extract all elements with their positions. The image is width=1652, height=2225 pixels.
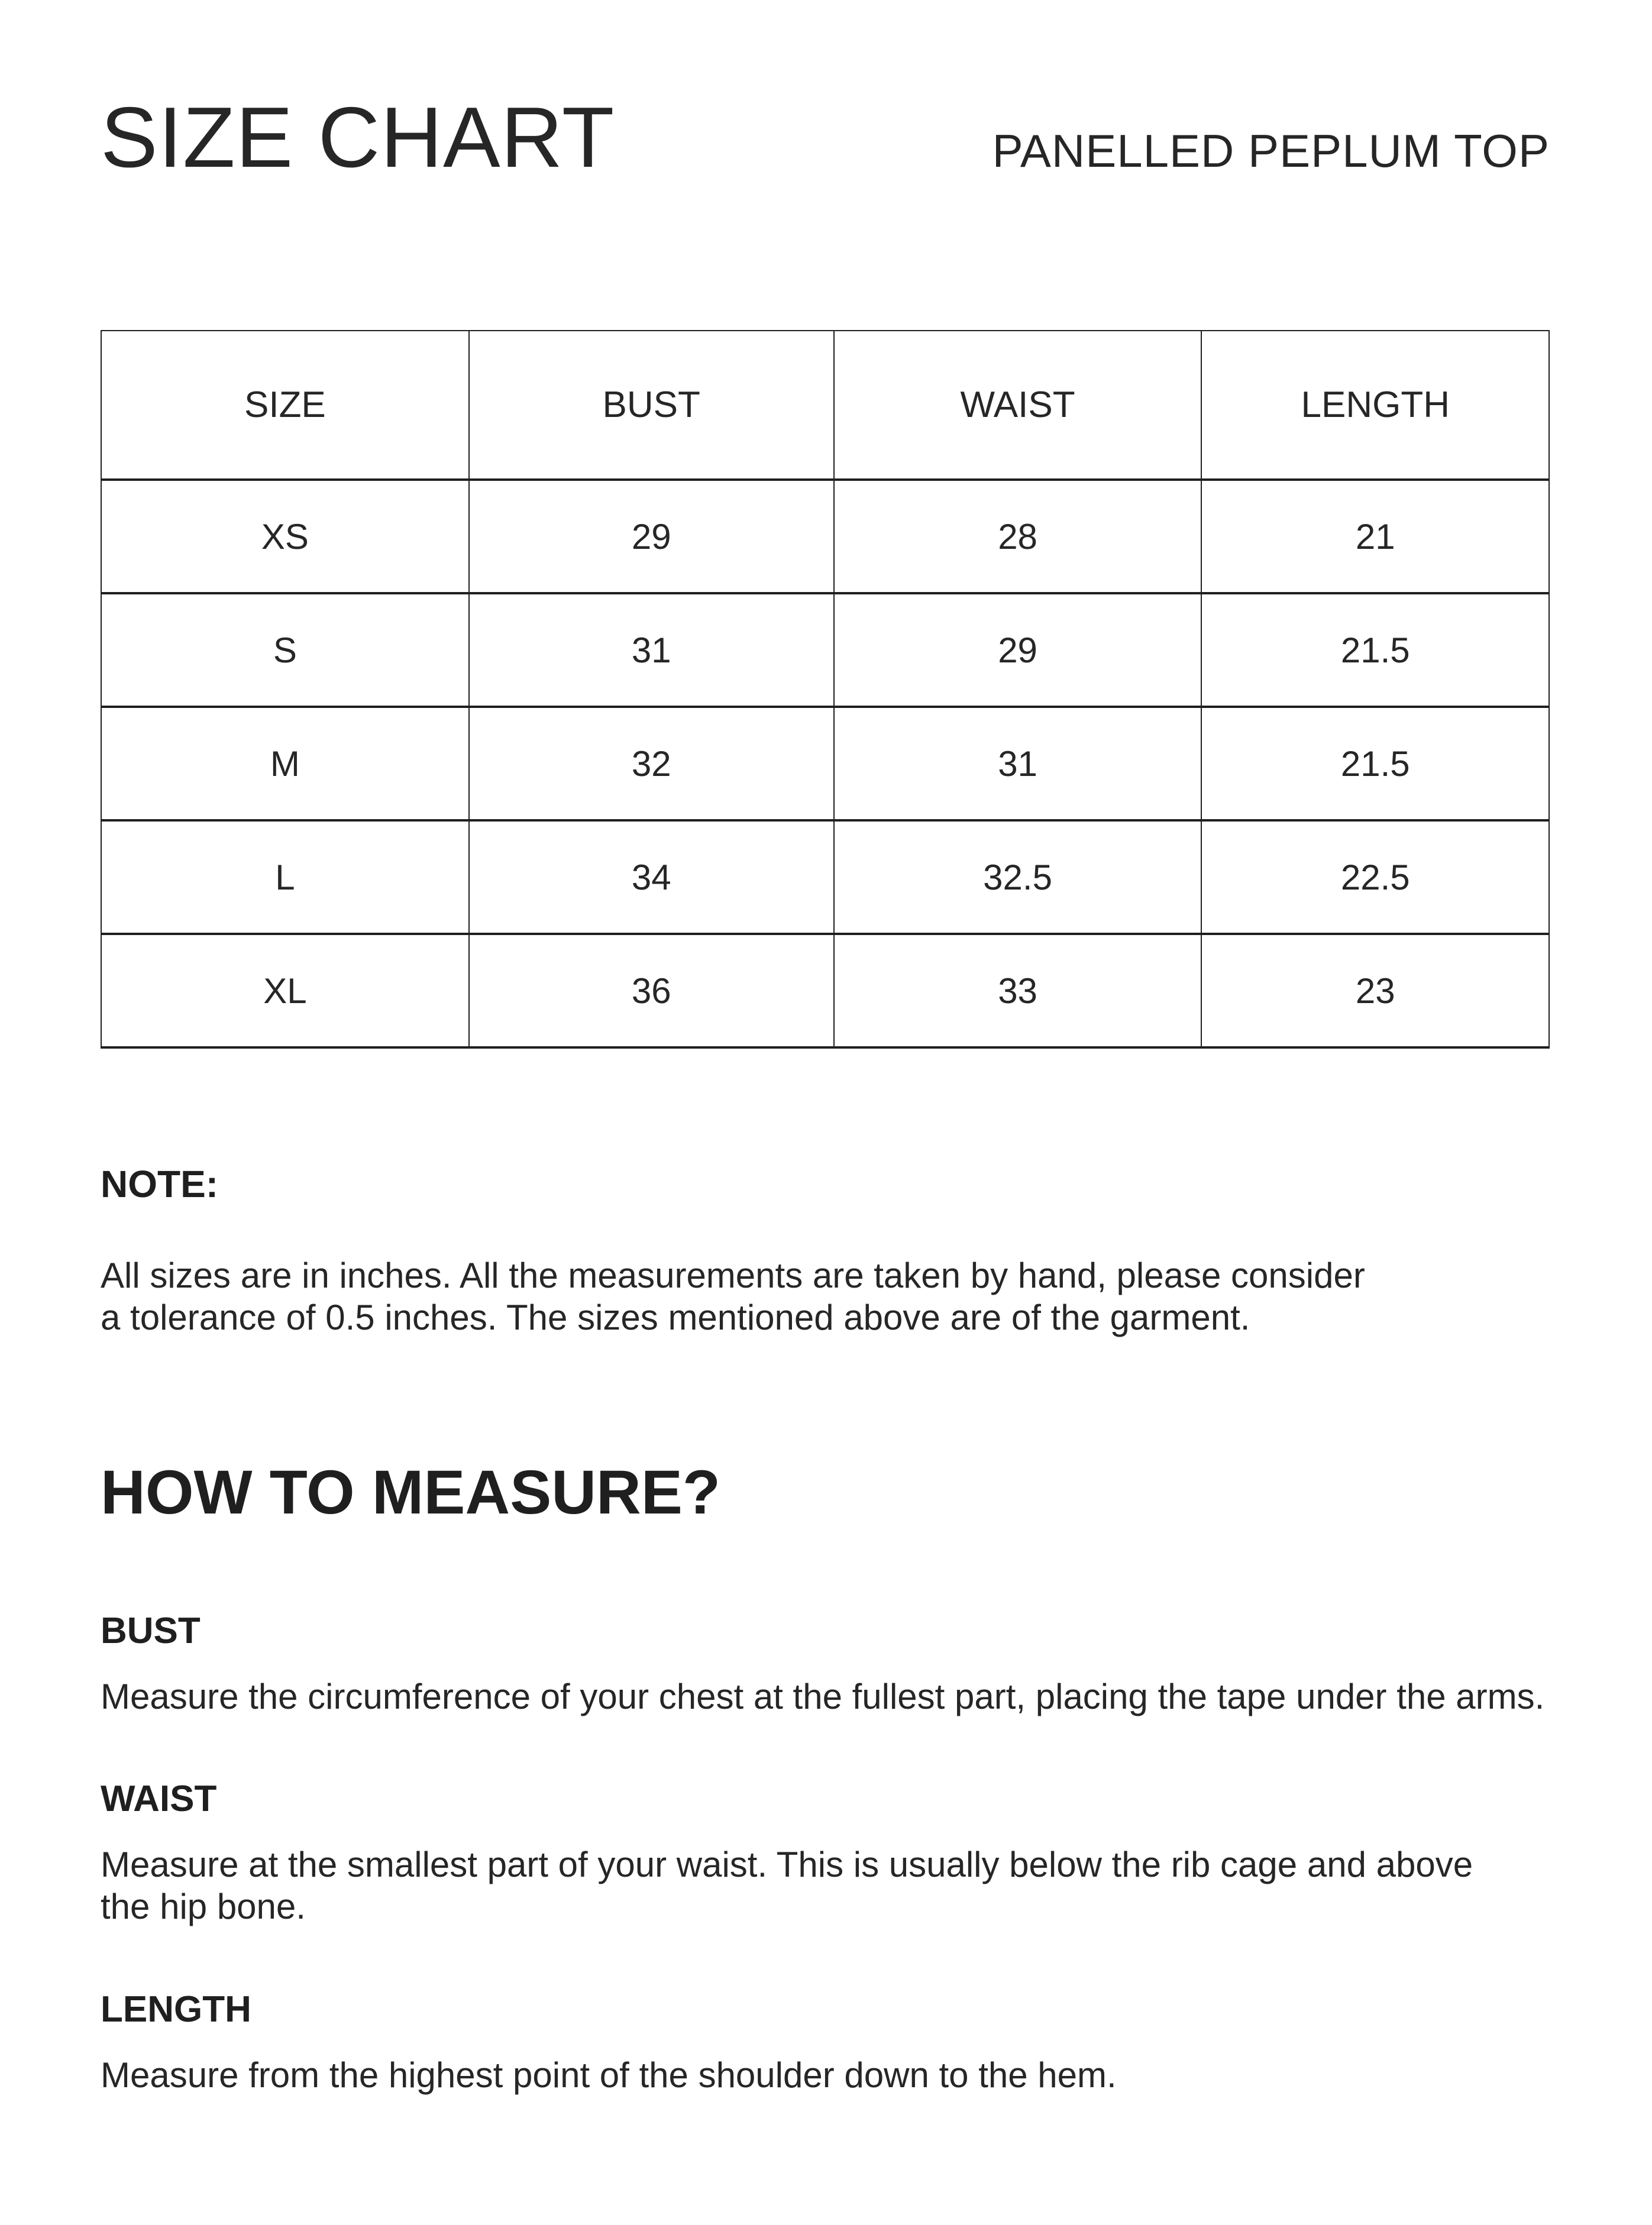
cell-bust: 32 — [469, 707, 834, 820]
measure-section-label-length: LENGTH — [101, 1988, 251, 2030]
cell-length: 21 — [1201, 480, 1549, 593]
table-row-xs — [101, 480, 1549, 593]
note-text-line-2: a tolerance of 0.5 inches. The sizes mentioned above are of the garment. — [101, 1297, 1250, 1337]
column-header-waist: WAIST — [834, 331, 1202, 480]
note-heading: NOTE: — [101, 1163, 219, 1205]
how-to-measure-heading: HOW TO MEASURE? — [101, 1457, 721, 1527]
measure-section-desc-waist — [101, 1844, 1550, 1928]
column-header-bust: BUST — [469, 331, 834, 480]
page-title: SIZE CHART — [101, 89, 615, 185]
cell-bust: 31 — [469, 593, 834, 707]
measure-section-label-waist: WAIST — [101, 1778, 217, 1820]
table-row-l — [101, 820, 1549, 934]
table-row-s — [101, 593, 1549, 707]
cell-size: S — [101, 593, 469, 707]
note-text — [101, 1255, 1550, 1339]
cell-waist: 31 — [834, 707, 1202, 820]
cell-length: 21.5 — [1201, 593, 1549, 707]
table-row-m — [101, 707, 1549, 820]
cell-bust: 29 — [469, 480, 834, 593]
cell-size: XL — [101, 934, 469, 1047]
bust-desc-line-1: Measure the circumference of your chest at the fullest part, placing the tape under the arms. — [101, 1676, 1545, 1716]
cell-bust: 36 — [469, 934, 834, 1047]
size-chart-table — [101, 330, 1550, 1049]
column-header-size: SIZE — [101, 331, 469, 480]
cell-size: M — [101, 707, 469, 820]
cell-size: XS — [101, 480, 469, 593]
note-text-line-1: All sizes are in inches. All the measurements are taken by hand, please consider — [101, 1256, 1365, 1295]
cell-waist: 33 — [834, 934, 1202, 1047]
cell-bust: 34 — [469, 820, 834, 934]
page-content — [0, 89, 1652, 2097]
cell-waist: 32.5 — [834, 820, 1202, 934]
table-header-row — [101, 331, 1549, 480]
product-name: PANELLED PEPLUM TOP — [992, 125, 1550, 177]
waist-desc-line-2: the hip bone. — [101, 1887, 306, 1927]
measure-section-desc-length — [101, 2055, 1550, 2097]
cell-length: 21.5 — [1201, 707, 1549, 820]
cell-waist: 29 — [834, 593, 1202, 707]
cell-size: L — [101, 820, 469, 934]
measure-section-desc-bust — [101, 1676, 1550, 1718]
waist-desc-line-1: Measure at the smallest part of your waist. This is usually below the rib cage and above — [101, 1845, 1473, 1885]
measure-section-label-bust: BUST — [101, 1610, 201, 1651]
cell-waist: 28 — [834, 480, 1202, 593]
table-row-xl — [101, 934, 1549, 1047]
column-header-length: LENGTH — [1201, 331, 1549, 480]
page-header — [101, 89, 1550, 185]
length-desc-line-1: Measure from the highest point of the shoulder down to the hem. — [101, 2055, 1117, 2095]
cell-length: 23 — [1201, 934, 1549, 1047]
cell-length: 22.5 — [1201, 820, 1549, 934]
